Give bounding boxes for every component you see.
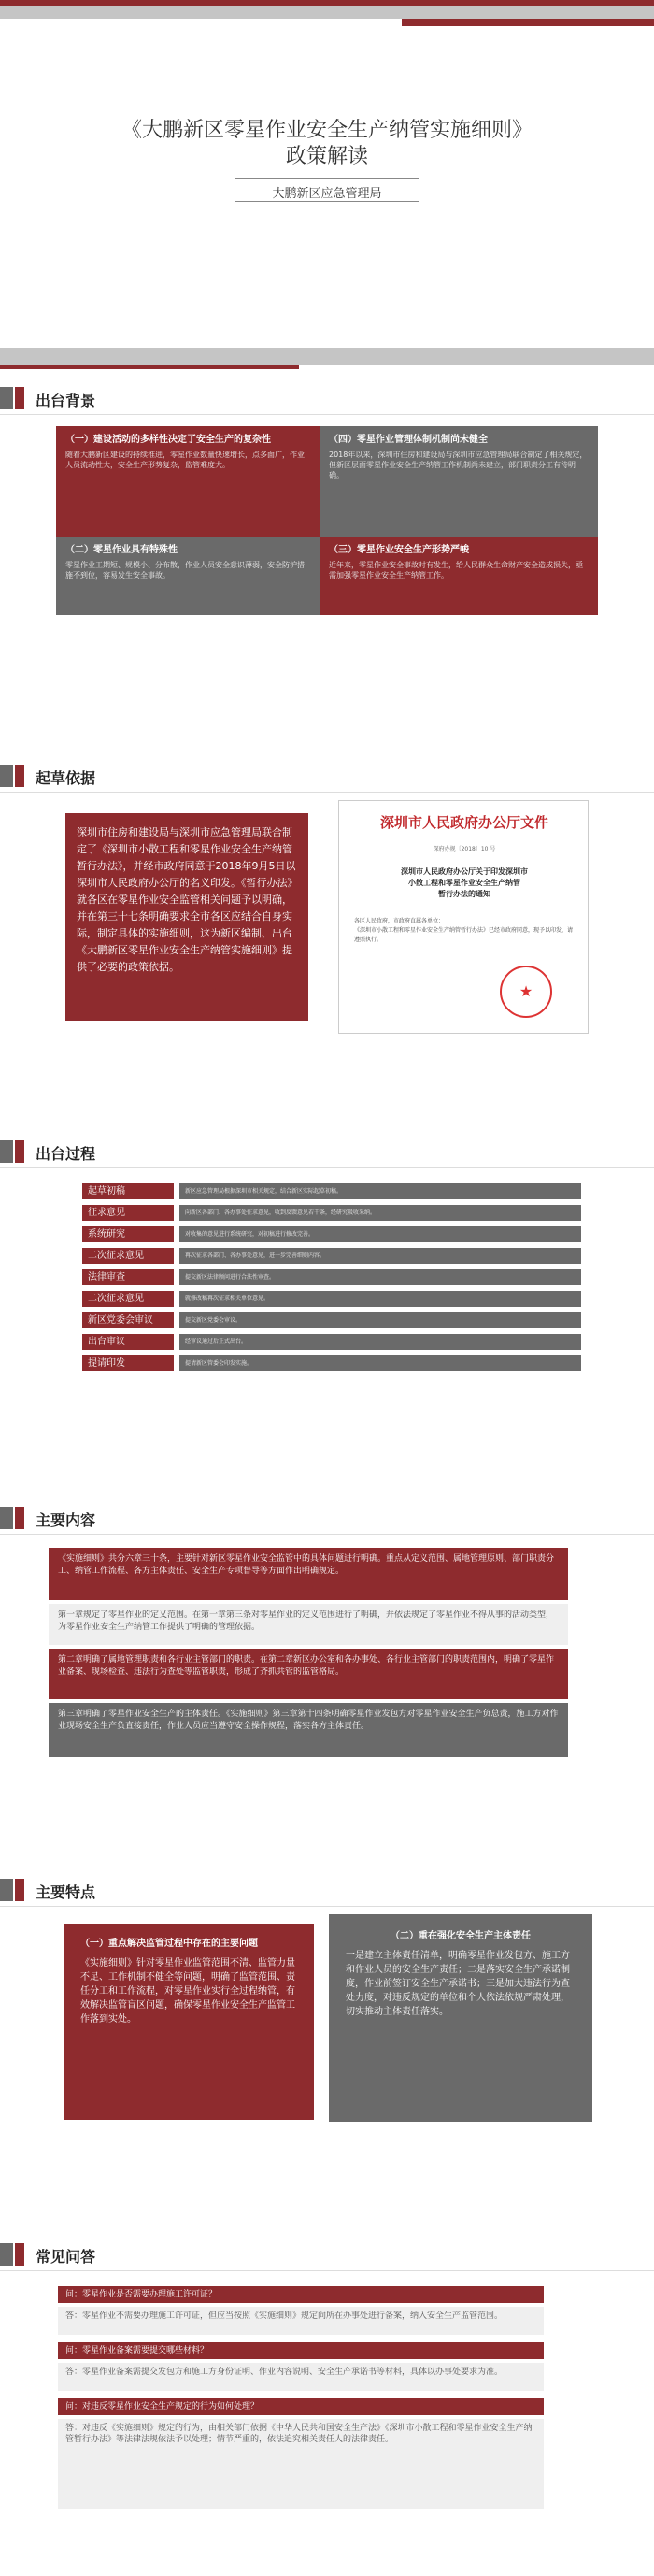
doc-title-line: 小散工程和零星作业安全生产纳管 bbox=[408, 879, 520, 887]
feature-text: 一是建立主体责任清单，明确零星作业发包方、施工方和作业人员的安全生产责任；二是落实安全生产承诺制度，作业前签订安全生产承诺书；三是加大违法行为查处力度，对违反规定的单位和个人依法依规严肃处理，切实推动主体责任落实。 bbox=[346, 1951, 570, 2017]
process-label: 提请印发 bbox=[82, 1355, 174, 1371]
feature-title: （一）重点解决监管过程中存在的主要问题 bbox=[80, 1939, 258, 1949]
section-divider bbox=[0, 1167, 654, 1168]
process-row bbox=[82, 1269, 581, 1285]
doc-title-line: 深圳市人民政府办公厅关于印发深圳市 bbox=[401, 867, 528, 876]
faq-answer: 答：零星作业备案需提交发包方和施工方身份证明、作业内容说明、安全生产承诺书等材料，具体以办事处要求为准。 bbox=[58, 2363, 544, 2391]
page-title bbox=[0, 118, 654, 170]
process-row bbox=[82, 1355, 581, 1371]
section-header-process bbox=[0, 1140, 654, 1163]
card-title: （一）建设活动的多样性决定了安全生产的复杂性 bbox=[65, 435, 271, 445]
process-row bbox=[82, 1248, 581, 1264]
process-text: 就修改稿再次征求相关单位意见。 bbox=[179, 1291, 581, 1307]
section-header-features bbox=[0, 1879, 654, 1901]
seal-star-icon: ★ bbox=[519, 982, 533, 1000]
section-marker-icon bbox=[0, 1879, 13, 1901]
section-marker-icon bbox=[15, 765, 24, 787]
process-text: 提交新区法律顾问进行合法性审查。 bbox=[179, 1269, 581, 1285]
section-marker-icon bbox=[0, 387, 13, 409]
card-title: （三）零星作业安全生产形势严峻 bbox=[329, 545, 469, 555]
section-marker-icon bbox=[15, 2243, 24, 2266]
doc-header: 深圳市人民政府办公厅文件 bbox=[379, 814, 548, 831]
official-seal-icon bbox=[500, 966, 552, 1018]
section-marker-icon bbox=[15, 1879, 24, 1901]
feature-card-1 bbox=[64, 1924, 314, 2120]
section-divider bbox=[0, 2270, 654, 2271]
section-divider bbox=[0, 1534, 654, 1535]
card-text: 零星作业工期短、规模小、分布散，作业人员安全意识薄弱，安全防护措施不到位，容易发生安全事故。 bbox=[65, 561, 305, 580]
page-subtitle: 大鹏新区应急管理局 bbox=[272, 187, 382, 201]
content-paragraph-3: 第二章明确了属地管理职责和各行业主管部门的职责。在第二章新区办公室和各办事处、各行业主管部门的职责范围内，明确了零星作业备案、现场检查、违法行为查处等监管职责，形成了齐抓共管的监管格局。 bbox=[49, 1649, 568, 1699]
section-divider bbox=[0, 792, 654, 793]
section-header-background bbox=[0, 387, 654, 409]
section-title: 主要特点 bbox=[36, 1883, 96, 1901]
section-marker-icon bbox=[15, 1507, 24, 1529]
process-row bbox=[82, 1312, 581, 1328]
process-label: 新区党委会审议 bbox=[82, 1312, 174, 1328]
content-paragraph-4: 第三章明确了零星作业安全生产的主体责任。《实施细则》第三章第十四条明确零星作业发包方对零星作业安全生产负总责，施工方对作业现场安全生产负直接责任，作业人员应当遵守安全操作规程，落实各方主体责任。 bbox=[49, 1703, 568, 1757]
section-marker-icon bbox=[15, 387, 24, 409]
content-paragraph-2: 第一章规定了零星作业的定义范围。在第一章第三条对零星作业的定义范围进行了明确，并依法规定了零星作业不得从事的活动类型，为零星作业安全生产纳管工作提供了明确的管理依据。 bbox=[49, 1604, 568, 1645]
doc-body bbox=[354, 917, 575, 945]
faq-answer: 答：对违反《实施细则》规定的行为，由相关部门依据《中华人民共和国安全生产法》《深圳市小散工程和零星作业安全生产纳管暂行办法》等法律法规依法予以处理；情节严重的，依法追究相关责任人的法律责任。 bbox=[58, 2419, 544, 2509]
feature-title: （二）重在强化安全生产主体责任 bbox=[391, 1931, 531, 1941]
content-paragraph-1: 《实施细则》共分六章三十条，主要针对新区零星作业安全监管中的具体问题进行明确。重点从定义范围、属地管理原则、部门职责分工、纳管工作流程、各方主体责任、安全生产专项督导等方面作出明确规定。 bbox=[49, 1548, 568, 1600]
top-gray-bar bbox=[0, 6, 654, 19]
process-label: 征求意见 bbox=[82, 1205, 174, 1221]
process-text: 提请新区管委会印发实施。 bbox=[179, 1355, 581, 1371]
process-row bbox=[82, 1205, 581, 1221]
section-marker-icon bbox=[15, 1140, 24, 1163]
background-card-2 bbox=[56, 537, 320, 615]
process-label: 二次征求意见 bbox=[82, 1291, 174, 1307]
top-red-slant bbox=[402, 19, 654, 26]
process-text: 经审议通过后正式出台。 bbox=[179, 1334, 581, 1350]
process-row bbox=[82, 1183, 581, 1199]
section-marker-icon bbox=[0, 1507, 13, 1529]
basis-document-image bbox=[338, 800, 589, 1034]
faq-question: 问：零星作业是否需要办理施工许可证？ bbox=[58, 2286, 544, 2303]
card-title: （二）零星作业具有特殊性 bbox=[65, 545, 178, 555]
header-bottom-bar bbox=[0, 348, 654, 365]
section-marker-icon bbox=[0, 1140, 13, 1163]
process-label: 系统研究 bbox=[82, 1226, 174, 1242]
title-line-2: 政策解读 bbox=[285, 145, 368, 168]
doc-title-line: 暂行办法的通知 bbox=[438, 890, 490, 898]
section-divider bbox=[0, 414, 654, 415]
process-row bbox=[82, 1226, 581, 1242]
feature-text: 《实施细则》针对零星作业监管范围不清、监管力量不足、工作机制不健全等问题，明确了监管范围、责任分工和工作流程，对零星作业实行全过程纳管，有效解决监管盲区问题，确保零星作业安全生产监管工作落到实处。 bbox=[80, 1958, 295, 2025]
section-header-basis bbox=[0, 765, 654, 787]
process-label: 出台审议 bbox=[82, 1334, 174, 1350]
background-card-4 bbox=[320, 426, 598, 537]
section-marker-icon bbox=[0, 765, 13, 787]
doc-title bbox=[339, 866, 590, 900]
section-title: 出台过程 bbox=[36, 1145, 96, 1163]
background-card-1 bbox=[56, 426, 320, 537]
feature-card-2 bbox=[329, 1914, 592, 2122]
process-row bbox=[82, 1291, 581, 1307]
process-text: 提交新区党委会审议。 bbox=[179, 1312, 581, 1328]
process-text: 向新区各部门、各办事处征求意见，收到反馈意见若干条，经研究吸收采纳。 bbox=[179, 1205, 581, 1221]
card-text: 近年来，零星作业安全事故时有发生，给人民群众生命财产安全造成损失，亟需加强零星作业安全生产纳管工作。 bbox=[329, 561, 583, 580]
section-marker-icon bbox=[0, 2243, 13, 2266]
process-text: 对收集的意见进行系统研究，对初稿进行修改完善。 bbox=[179, 1226, 581, 1242]
subtitle-rule-bottom bbox=[235, 201, 419, 202]
section-header-content bbox=[0, 1507, 654, 1529]
process-label: 起草初稿 bbox=[82, 1183, 174, 1199]
basis-text: 深圳市住房和建设局与深圳市应急管理局联合制定了《深圳市小散工程和零星作业安全生产纳管暂行办法》，并经市政府同意于2018年9月5日以深圳市人民政府办公厅的名义印发。《暂行办法》就各区在零星作业安全监管相关问题予以明确，并在第三十七条明确要求全市各区应结合自身实际，制定具体的实施细则，这为新区编制、出台《大鹏新区零星作业安全生产纳管实施细则》提供了必要的政策依据。 bbox=[77, 826, 296, 973]
process-label: 法律审查 bbox=[82, 1269, 174, 1285]
card-text: 2018年以来，深圳市住房和建设局与深圳市应急管理局联合制定了相关规定，但新区层面零星作业安全生产纳管工作机制尚未建立，部门职责分工有待明确。 bbox=[329, 451, 588, 479]
faq-question: 问：零星作业备案需要提交哪些材料？ bbox=[58, 2342, 544, 2359]
section-title: 出台背景 bbox=[36, 392, 96, 409]
process-text: 再次征求各部门、各办事处意见，进一步完善细则内容。 bbox=[179, 1248, 581, 1264]
subtitle-rule-top bbox=[235, 178, 419, 179]
section-title: 起草依据 bbox=[36, 769, 96, 787]
process-row bbox=[82, 1334, 581, 1350]
doc-body-line: 各区人民政府，市政府直属各单位： bbox=[354, 918, 445, 924]
section-title: 常见问答 bbox=[36, 2248, 96, 2266]
process-label: 二次征求意见 bbox=[82, 1248, 174, 1264]
title-line-1: 《大鹏新区零星作业安全生产纳管实施细则》 bbox=[121, 119, 533, 142]
card-title: （四）零星作业管理体制机制尚未健全 bbox=[329, 435, 488, 445]
faq-answer: 答：零星作业不需要办理施工许可证，但应当按照《实施细则》规定向所在办事处进行备案，纳入安全生产监管范围。 bbox=[58, 2307, 544, 2335]
section-header-faq bbox=[0, 2243, 654, 2266]
doc-body-line: 《深圳市小散工程和零星作业安全生产纳管暂行办法》已经市政府同意，现予以印发，请遵照执行。 bbox=[354, 927, 574, 943]
card-text: 随着大鹏新区建设的持续推进，零星作业数量快速增长，点多面广，作业人员流动性大，安全生产形势复杂，监管难度大。 bbox=[65, 451, 305, 469]
section-title: 主要内容 bbox=[36, 1511, 96, 1529]
faq-question: 问：对违反零星作业安全生产规定的行为如何处理？ bbox=[58, 2398, 544, 2415]
background-card-3 bbox=[320, 537, 598, 615]
process-text: 新区应急管理局根据深圳市相关规定，结合新区实际起草初稿。 bbox=[179, 1183, 581, 1199]
header-bottom-red bbox=[0, 365, 299, 369]
basis-text-box bbox=[65, 813, 308, 1021]
doc-number: 深府办规〔2018〕10 号 bbox=[433, 846, 496, 852]
section-divider bbox=[0, 1906, 654, 1907]
